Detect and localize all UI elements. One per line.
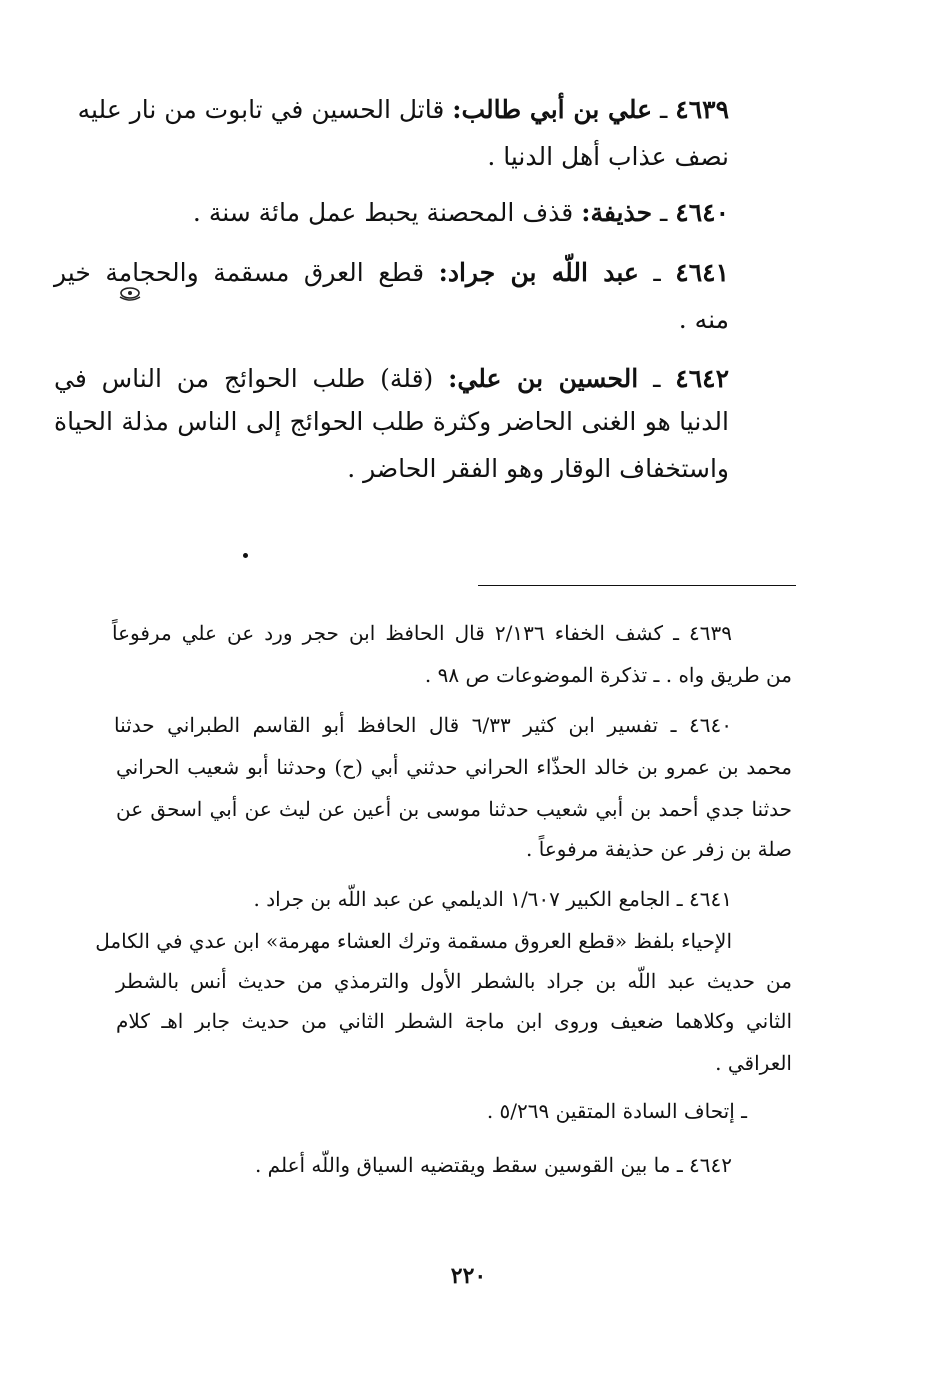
- entry-text: (قلة) طلب الحوائج من الناس في: [54, 364, 434, 393]
- footnote-4641-line3: من حديث عبد اللّه بن جراد بالشطر الأول والترمذي من حديث أنس بالشطر: [116, 969, 792, 993]
- entry-4639-line2: نصف عذاب أهل الدنيا .: [487, 142, 729, 171]
- footnote-separator: [478, 585, 796, 586]
- entry-text: قذف المحصنة يحبط عمل مائة سنة .: [192, 198, 574, 227]
- entry-4641-line2: منه .: [678, 305, 729, 334]
- footnote-4640-line3: حدثنا جدي أحمد بن أبي شعيب حدثنا موسى بن أعين عن ليث عن أبي اسحق عن: [116, 797, 792, 821]
- footnote-4640-line1: ٤٦٤٠ ـ تفسير ابن كثير ٦/٣٣ قال الحافظ أبو القاسم الطبراني حدثنا: [114, 713, 733, 737]
- entry-name: علي بن أبي طالب:: [452, 95, 653, 124]
- entry-4639-line1: [54, 93, 729, 127]
- entry-4642-line2: الدنيا هو الغنى الحاضر وكثرة طلب الحوائج إلى الناس مذلة الحياة: [54, 407, 729, 436]
- entry-number: ٤٦٤١: [675, 258, 729, 287]
- footnote-4639-line2: من طريق واه . ـ تذكرة الموضوعات ص ٩٨ .: [424, 663, 792, 687]
- footnote-4641-line2: الإحياء بلفظ «قطع العروق مسقمة وترك العشاء مهرمة» ابن عدي في الكامل: [95, 929, 732, 953]
- footnote-4641-line1: ٤٦٤١ ـ الجامع الكبير ١/٦٠٧ الديلمي عن عبد اللّه بن جراد .: [253, 887, 732, 911]
- footnote-4641-line4: الثاني وكلاهما ضعيف وروى ابن ماجة الشطر الثاني من حديث جابر اهـ كلام: [116, 1009, 792, 1033]
- entry-number: ٤٦٤٢: [675, 364, 730, 393]
- entry-number: ٤٦٣٩: [675, 95, 729, 124]
- footnote-4641-line5: العراقي .: [715, 1051, 792, 1075]
- dash: ـ: [652, 95, 668, 124]
- entry-4640-line1: [193, 196, 729, 230]
- footnote-4641-line6: ـ إتحاف السادة المتقين ٥/٢٦٩ .: [486, 1099, 747, 1123]
- entry-4641-line1: [54, 256, 729, 290]
- dash: ـ: [638, 258, 661, 287]
- footnote-4640-line4: صلة بن زفر عن حذيفة مرفوعاً .: [526, 837, 792, 861]
- ornament-mark-icon: [118, 283, 142, 303]
- entry-name: عبد اللّه بن جراد:: [438, 258, 639, 287]
- entry-name: حذيفة:: [581, 198, 653, 227]
- entry-name: الحسين بن علي:: [448, 364, 639, 393]
- dash: ـ: [652, 198, 668, 227]
- dash: ـ: [638, 364, 661, 393]
- footnote-4640-line2: محمد بن عمرو بن خالد الحذّاء الحراني حدثني أبي (ح) وحدثنا أبو شعيب الحراني: [116, 755, 792, 779]
- entry-number: ٤٦٤٠: [675, 198, 729, 227]
- stray-dot: [243, 553, 248, 558]
- page-number: ٢٢٠: [450, 1263, 487, 1289]
- footnote-4642-line1: ٤٦٤٢ ـ ما بين القوسين سقط ويقتضيه السياق واللّه أعلم .: [254, 1153, 732, 1177]
- entry-4642-line3: واستخفاف الوقار وهو الفقر الحاضر .: [347, 454, 729, 483]
- entry-4642-line1: [54, 362, 729, 396]
- entry-text: قطع العرق مسقمة والحجامة خير: [54, 258, 425, 287]
- entry-text: قاتل الحسين في تابوت من نار عليه: [77, 95, 445, 124]
- footnote-4639-line1: ٤٦٣٩ ـ كشف الخفاء ٢/١٣٦ قال الحافظ ابن حجر ورد عن علي مرفوعاً: [112, 621, 732, 645]
